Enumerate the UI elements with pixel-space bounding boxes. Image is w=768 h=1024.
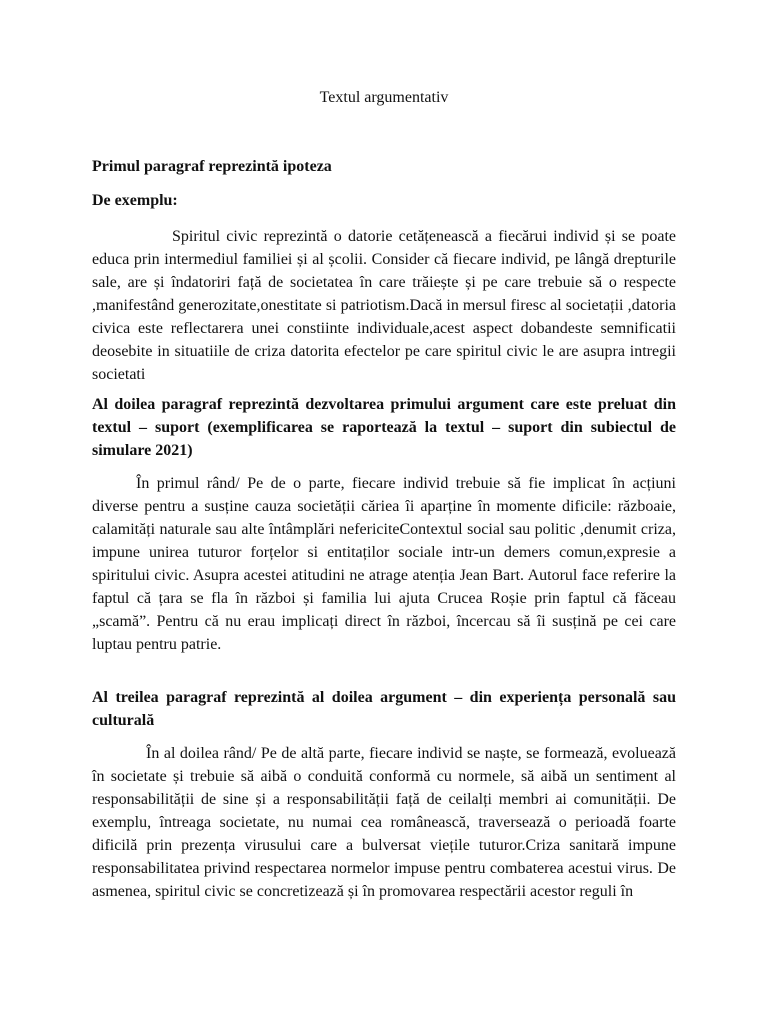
paragraph-second-argument: În al doilea rând/ Pe de altă parte, fiecare individ se naște, se formează, evoluează în societate și trebuie să aibă o conduită conformă cu normele, să aibă un sentiment al responsabilității de sine și a responsabilității față de ceilalți membri ai comunității. De exemplu, întreaga societate, nu numai cea românească, traversează o perioadă foarte dificilă prin prezența virusului care a bulversat viețile tuturor.Criza sanitară impune responsabilitatea privind respectarea normelor impuse pentru combaterea acestui virus. De asmenea, spiritul civic se concretizează și în promovarea respectării acestor reguli în [92,745,676,900]
heading-second-argument: Al treilea paragraf reprezintă al doilea argument – din experiența personală sau culturală [92,689,676,729]
paragraph-hypothesis: Spiritul civic reprezintă o datorie cetățenească a fiecărui individ și se poate educa prin intermediul familiei și al școlii. Consider că fiecare individ, pe lângă drepturile sale, are și îndatoriri față de societatea în care trăiește și pe care trebuie să o respecte ,manifestând generozitate,onestitate si patriotism.Dacă in mersul firesc al societații ,datoria civica este reflectarera unei constiinte individuale,acest aspect dobandeste semnificatii deosebite in situatiile de criza datorita efectelor pe care spiritul civic le are asupra intregii societati [92,228,676,383]
paragraph-first-argument: În primul rând/ Pe de o parte, fiecare individ trebuie să fie implicat în acțiuni diverse pentru a susține cauza societății căriea îi aparține în momente dificile: războaie, calamități naturale sau alte întâmplări nefericiteContextul social sau politic ,denumit criza, impune unirea tuturor forțelor si entitaților sociale intr-un demers comun,expresie a spiritului civic. Asupra acestei atitudini ne atrage atenția Jean Bart. Autorul face referire la faptul că țara se fla în război și familia lui ajuta Crucea Roșie prin faptul că făceau „scamă”. Pentru că nu erau implicați direct în război, încercau să îi susțină pe cei care luptau pentru patrie. [92,475,676,653]
heading-first-argument: Al doilea paragraf reprezintă dezvoltarea primului argument care este preluat din textul – suport (exemplificarea se raportează la textul – suport din subiectul de simulare 2021) [92,396,676,459]
document-title: Textul argumentativ [319,89,449,106]
heading-hypothesis: Primul paragraf reprezintă ipoteza [92,158,332,175]
heading-example: De exemplu: [92,192,178,209]
